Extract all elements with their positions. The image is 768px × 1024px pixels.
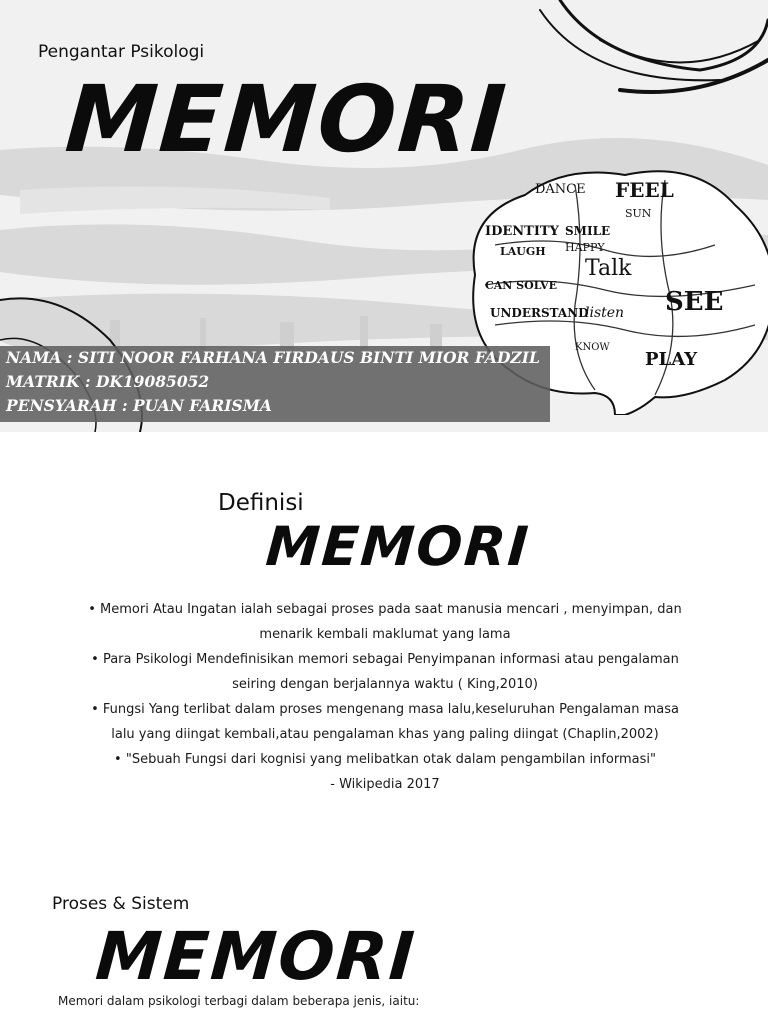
definition-line: • Memori Atau Ingatan ialah sebagai proses pada saat manusia mencari , menyimpan, dan (88, 602, 682, 617)
brain-word-sun: SUN (625, 207, 652, 220)
definition-line: lalu yang diingat kembali,atau pengalaman khas yang paling diingat (Chaplin,2002) (111, 727, 659, 742)
definition-line: • "Sebuah Fungsi dari kognisi yang melibatkan otak dalam pengambilan informasi" (114, 752, 656, 767)
brain-word-smile: SMILE (565, 224, 611, 238)
definition-line: menarik kembali maklumat yang lama (259, 627, 511, 642)
brain-word-identity: IDENTITY (485, 224, 559, 239)
brain-word-happy: HAPPY (565, 241, 605, 254)
lecturer-name: PENSYARAH : PUAN FARISMA (6, 396, 272, 415)
definition-line: • Fungsi Yang terlibat dalam proses mengenang masa lalu,keseluruhan Pengalaman masa (91, 702, 679, 717)
student-matric: MATRIK : DK19085052 (6, 372, 210, 391)
process-label: Proses & Sistem (52, 894, 190, 914)
definition-line: - Wikipedia 2017 (330, 777, 440, 792)
brain-word-listen: listen (585, 305, 625, 321)
brain-word-talk: Talk (585, 256, 632, 281)
student-name: NAMA : SITI NOOR FARHANA FIRDAUS BINTI MIOR FADZIL (6, 348, 540, 367)
process-intro-text: Memori dalam psikologi terbagi dalam beberapa jenis, iaitu: (58, 994, 420, 1008)
presentation-subtitle: Pengantar Psikologi (38, 42, 205, 62)
slide-definition (0, 432, 768, 864)
brain-word-dance: DANCE (535, 182, 586, 197)
cover-title: MEMORI (62, 66, 511, 173)
process-title: MEMORI (93, 918, 419, 995)
brain-word-laugh: LAUGH (500, 245, 546, 258)
definition-title: MEMORI (263, 515, 533, 578)
slide-cover (0, 0, 768, 432)
brain-word-know: KNOW (575, 342, 610, 353)
brain-word-understand: UNDERSTAND (490, 306, 589, 320)
brain-word-see: SEE (665, 287, 724, 317)
student-info-box (0, 346, 550, 422)
definition-bullet-list (30, 597, 740, 797)
definition-line: • Para Psikologi Mendefinisikan memori sebagai Penyimpanan informasi atau pengalaman (91, 652, 679, 667)
definition-label: Definisi (218, 490, 304, 516)
brain-word-play: PLAY (645, 349, 698, 370)
brain-word-feel: FEEL (615, 178, 674, 202)
definition-line: seiring dengan berjalannya waktu ( King,2010) (232, 677, 538, 692)
slide-process-system (0, 864, 768, 1024)
brain-word-can-solve: CAN SOLVE (485, 279, 558, 292)
